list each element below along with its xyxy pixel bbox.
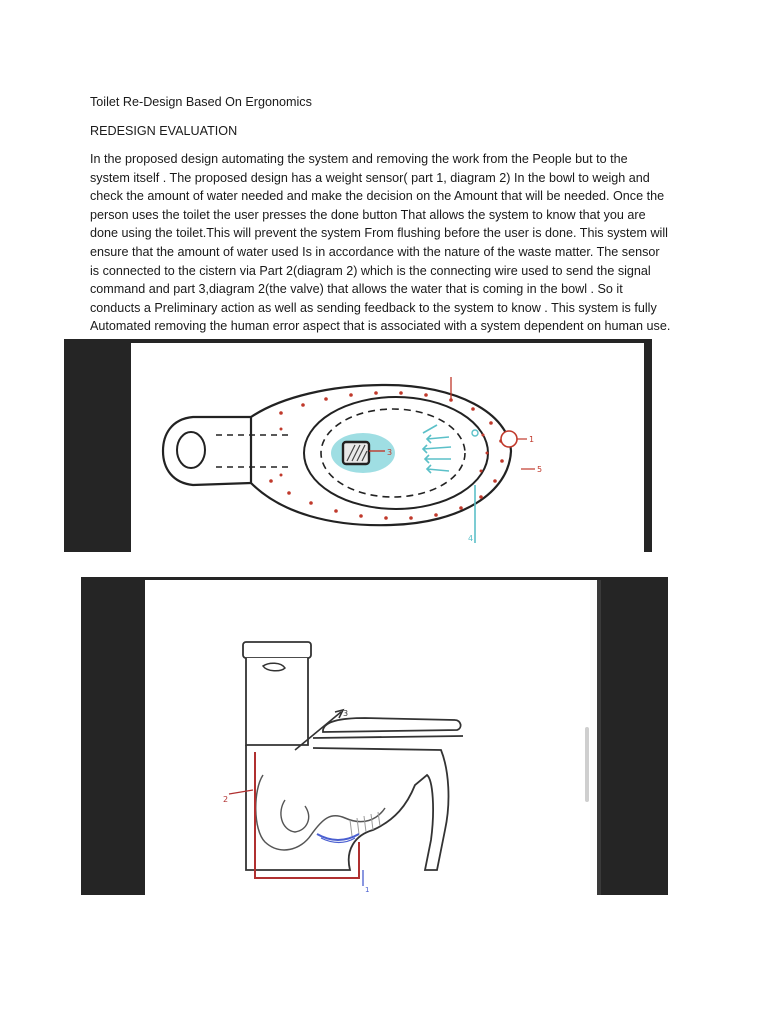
- bowl-body: [246, 745, 448, 870]
- body-paragraph: [90, 150, 690, 336]
- label-part-3: 3: [387, 448, 393, 457]
- diagram-2-canvas: [145, 580, 599, 895]
- inlet-marker: [472, 430, 478, 436]
- label-part-5: 5: [537, 465, 543, 474]
- hinge-hole: [177, 432, 205, 468]
- paragraph-line: ensure that the amount of water used Is in accordance with the nature of the waste matter. The sensor: [90, 244, 660, 259]
- valve-marker: [501, 431, 517, 447]
- diagram-2-scrollbar: [585, 727, 589, 802]
- diagram-1-frame: [64, 339, 652, 552]
- dashed-channel: [216, 435, 291, 467]
- water-flow-arrows: [423, 425, 475, 543]
- section-heading: REDESIGN EVALUATION: [90, 124, 238, 138]
- toilet-seat: [313, 736, 463, 738]
- paragraph-line: is connected to the cistern via Part 2(diagram 2) which is the connecting wire used to send the signal: [90, 263, 651, 278]
- toilet-top-view-drawing: [131, 343, 644, 552]
- paragraph-line: Automated removing the human error aspect that is associated with a system dependent on human use.: [90, 319, 671, 334]
- trapway: [256, 775, 385, 850]
- label-part-3: 3: [343, 709, 349, 718]
- toilet-side-view-drawing: [145, 580, 599, 895]
- paragraph-line: done using the toilet.This will prevent the system From flushing before the user is done. This system will: [90, 226, 668, 241]
- paragraph-line: command and part 3,diagram 2(the valve) that allows the water that is coming in the bowl . So it: [90, 282, 623, 297]
- label-part-4: 4: [468, 534, 474, 543]
- diagram-1-canvas: [131, 343, 644, 552]
- diagram-2-frame: [81, 577, 668, 895]
- connecting-wire: [255, 752, 359, 878]
- paragraph-line: conducts a Preliminary action as well as sending feedback to the system to know . This system is fully: [90, 300, 657, 315]
- cistern-lid: [243, 642, 311, 658]
- label-part-1: 1: [529, 435, 535, 444]
- toilet-lid: [323, 718, 461, 732]
- label-part-1: 1: [365, 886, 370, 894]
- label-part-2: 2: [223, 795, 229, 804]
- document-title: Toilet Re-Design Based On Ergonomics: [90, 95, 312, 109]
- paragraph-line: system itself . The proposed design has a weight sensor( part 1, diagram 2) In the bowl to weigh and: [90, 170, 650, 185]
- trap-inner: [281, 800, 309, 832]
- paragraph-line: person uses the toilet the user presses the done button That allows the system to know that you are: [90, 207, 646, 222]
- paragraph-line: In the proposed design automating the system and removing the work from the People but to the: [90, 152, 628, 166]
- diagram-2-page-edge: [597, 580, 601, 895]
- paragraph-line: check the amount of water needed and make the decision on the Amount that will be needed. Once the: [90, 189, 665, 204]
